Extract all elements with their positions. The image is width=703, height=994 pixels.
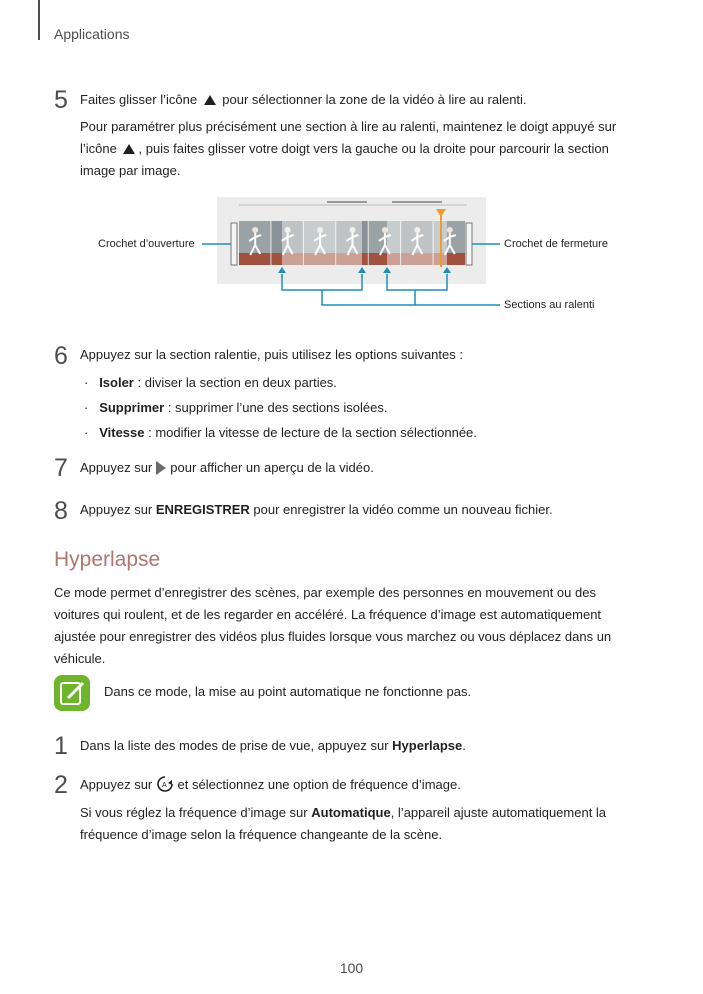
step-text-part: Dans la liste des modes de prise de vue, appuyez sur	[80, 738, 393, 753]
step-number: 1	[54, 732, 68, 760]
callout-bracket	[387, 274, 447, 290]
step-text-part: Appuyez sur	[80, 777, 153, 792]
option-desc: : modifier la vitesse de lecture de la section sélectionnée.	[144, 425, 477, 440]
step-number: 2	[54, 771, 68, 799]
description-part: l’icône	[80, 141, 117, 156]
step-text-part: pour afficher un aperçu de la vidéo.	[170, 460, 374, 475]
description-line: fréquence d’image selon la fréquence changeante de la scène.	[80, 827, 443, 842]
step-text-bold: ENREGISTRER	[155, 502, 250, 517]
option-desc: : diviser la section en deux parties.	[133, 375, 337, 390]
step-text-part: pour enregistrer la vidéo comme un nouveau fichier.	[249, 502, 553, 517]
intro-line: ajustée pour enregistrer des vidéos plus fluides lorsque vous marchez ou vous déplacez dans un	[54, 629, 612, 644]
frame-rate-icon	[156, 775, 174, 793]
callout-bracket	[282, 274, 362, 290]
step-text-part: et sélectionnez une option de fréquence d’image.	[177, 777, 461, 792]
step-text	[80, 735, 640, 757]
description-part: , puis faites glisser votre doigt vers la gauche ou la droite pour parcourir la section	[138, 141, 609, 156]
list-item	[84, 397, 644, 419]
note-text: Dans ce mode, la mise au point automatique ne fonctionne pas.	[104, 684, 472, 699]
label-opening-bracket: Crochet d’ouverture	[98, 238, 195, 250]
step-text	[80, 774, 640, 796]
list-item	[84, 422, 644, 444]
option-term: Isoler	[99, 375, 134, 390]
step-number: 5	[54, 86, 68, 114]
svg-text:A: A	[161, 782, 167, 789]
step-number: 7	[54, 454, 68, 482]
bullet-icon: ·	[84, 400, 89, 415]
step-text-part: .	[462, 738, 466, 753]
callout-bracket	[322, 290, 415, 305]
option-term: Supprimer	[99, 400, 165, 415]
description-part: Si vous réglez la fréquence d’image sur	[80, 805, 312, 820]
step-number: 8	[54, 497, 68, 525]
page-header: Applications	[54, 26, 130, 42]
step-description	[80, 802, 640, 846]
bullet-icon: ·	[84, 375, 89, 390]
description-line: Pour paramétrer plus précisément une section à lire au ralenti, maintenez le doigt appuyé sur	[80, 119, 617, 134]
step-text-part: Appuyez sur	[80, 502, 156, 517]
step-text-part: Faites glisser l’icône	[80, 92, 198, 107]
label-closing-bracket: Crochet de fermeture	[504, 238, 608, 250]
page-number: 100	[339, 960, 364, 976]
options-list	[84, 372, 644, 444]
step-text-part: pour sélectionner la zone de la vidéo à lire au ralenti.	[222, 92, 527, 107]
pencil-icon	[54, 675, 90, 711]
description-part: , l’appareil ajuste automatiquement la	[390, 805, 607, 820]
bullet-icon: ·	[84, 425, 89, 440]
step-text	[80, 457, 640, 479]
step-number: 6	[54, 342, 68, 370]
step-text-part: Appuyez sur	[80, 460, 153, 475]
intro-line: Ce mode permet d’enregistrer des scènes, par exemple des personnes en mouvement ou des	[54, 585, 596, 600]
step-text: Appuyez sur la section ralentie, puis utilisez les options suivantes :	[80, 347, 463, 362]
description-line	[80, 802, 640, 824]
description-bold: Automatique	[311, 805, 391, 820]
play-icon	[156, 461, 166, 475]
step-text-bold: Hyperlapse	[392, 738, 463, 753]
section-title: Hyperlapse	[54, 548, 161, 571]
list-item	[84, 372, 644, 394]
label-slow-sections: Sections au ralenti	[504, 299, 595, 311]
section-intro	[54, 582, 654, 670]
description-line: image par image.	[80, 163, 181, 178]
note-icon	[54, 675, 90, 711]
option-term: Vitesse	[99, 425, 145, 440]
step-text	[80, 499, 640, 521]
option-desc: : supprimer l’une des sections isolées.	[164, 400, 388, 415]
intro-line: voitures qui roulent, et de les regarder en accéléré. La fréquence d’image est automatiquement	[54, 607, 602, 622]
intro-line: véhicule.	[54, 651, 106, 666]
